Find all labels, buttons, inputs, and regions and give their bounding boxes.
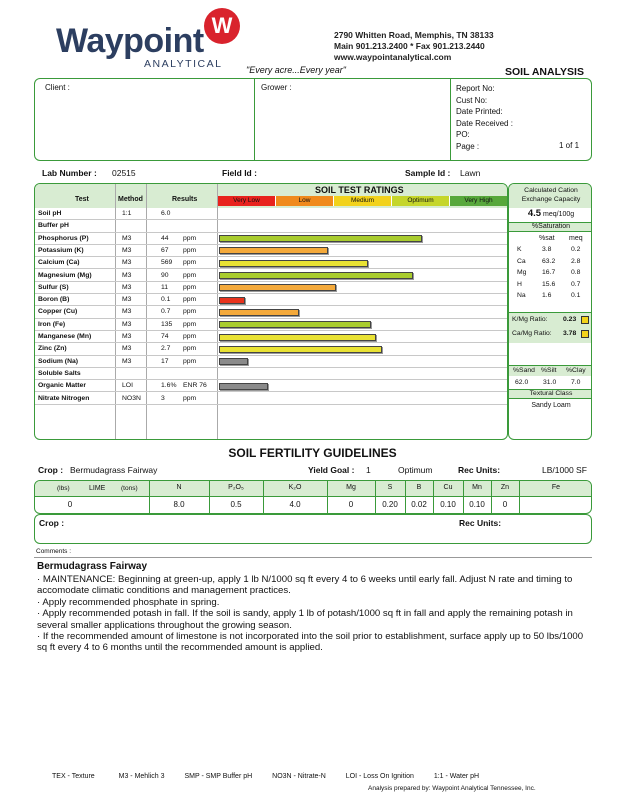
col-meq: meq (569, 235, 583, 242)
cec-unit: meq/100g (543, 211, 575, 218)
saturation-row (509, 292, 592, 303)
result-row (35, 393, 508, 405)
test-unit: ppm (183, 333, 197, 340)
test-method: M3 (122, 357, 132, 365)
saturation-ion: Mg (517, 269, 527, 277)
test-method: M3 (122, 246, 132, 254)
cec-panel (508, 183, 592, 440)
rating-level: Medium (334, 196, 392, 206)
test-name: Nitrate Nitrogen (38, 394, 90, 402)
lab-number: 02515 (112, 168, 136, 178)
test-value: 3 (161, 394, 165, 402)
date-received-label: Date Received : (456, 118, 513, 128)
nutrient-value: 0 (67, 500, 73, 509)
nutrient-header: P₂O₅ (228, 484, 244, 491)
saturation-ion: H (517, 280, 522, 288)
nutrient-value: 0.10 (469, 500, 485, 509)
crop-name: Bermudagrass Fairway (70, 465, 158, 475)
rec-units2-label: Rec Units: (459, 518, 502, 528)
test-name: Potassium (K) (38, 246, 84, 254)
test-method: M3 (122, 296, 132, 304)
test-method: M3 (122, 259, 132, 267)
nutrient-header: Fe (551, 484, 561, 491)
nutrient-header: Zn (500, 484, 510, 491)
nutrient-header: K₂O (288, 484, 302, 491)
cam-ratio-label: Ca/Mg Ratio: (512, 330, 552, 337)
guidelines-title: SOIL FERTILITY GUIDELINES (228, 446, 397, 460)
cam-ratio-value: 3.78 (563, 330, 577, 337)
cust-no-label: Cust No: (456, 95, 488, 105)
comments-label: Comments : (36, 548, 72, 555)
crop-label: Crop : (38, 465, 64, 475)
texture-label: Textural Class (509, 389, 592, 399)
clay-label: %Clay (566, 367, 586, 374)
prepared-by: Analysis prepared by: Waypoint Analytical Tennessee, Inc. (368, 785, 536, 792)
saturation-row (509, 258, 592, 269)
test-unit: ppm (183, 271, 197, 279)
rating-bar (219, 284, 336, 291)
km-ratio-label: K/Mg Ratio: (512, 316, 548, 323)
result-row (35, 306, 508, 318)
result-row (35, 245, 508, 257)
rating-bar (219, 358, 248, 365)
date-printed-label: Date Printed: (456, 107, 503, 117)
saturation-sat: 1.6 (542, 292, 552, 300)
saturation-ion: K (517, 246, 522, 253)
test-name: Magnesium (Mg) (38, 271, 92, 279)
comment-paragraph: · Apply recommended potash in fall. If the soil is sandy, apply 1 lb of potash/1000 sq ft in fall and apply the remaining potash in several smaller applications throughout the growing season. (37, 608, 573, 631)
rating-level: Very Low (218, 196, 276, 206)
test-name: Organic Matter (38, 382, 86, 390)
nutrient-value: 0 (348, 500, 354, 509)
test-name: Calcium (Ca) (38, 259, 80, 267)
test-unit: ppm (183, 357, 197, 365)
test-method: M3 (122, 283, 132, 291)
result-row (35, 208, 508, 220)
result-row (35, 257, 508, 269)
result-row (35, 220, 508, 232)
test-unit: ppm (183, 345, 197, 353)
test-value: 17 (161, 357, 169, 365)
yield-unit: Optimum (398, 465, 433, 475)
silt-value: 31.0 (543, 379, 557, 386)
tagline: "Every acre...Every year" (246, 65, 346, 75)
nutrient-header: N (176, 484, 182, 491)
rating-bar (219, 334, 376, 341)
rating-bar (219, 309, 299, 316)
company-address (334, 30, 494, 63)
comments-heading: Bermudagrass Fairway (37, 561, 148, 572)
test-method: M3 (122, 234, 132, 242)
legend-item: SMP - SMP Buffer pH (184, 773, 253, 780)
nutrient-header: Mn (472, 484, 482, 491)
nutrient-header: Cu (443, 484, 453, 491)
test-unit: ppm (183, 394, 197, 402)
result-row (35, 368, 508, 380)
test-name: Manganese (Mn) (38, 333, 92, 340)
test-name: Sodium (Na) (38, 357, 79, 365)
test-value: 0.7 (161, 308, 171, 316)
sample-id: Lawn (460, 168, 481, 178)
texture-value: Sandy Loam (531, 402, 571, 409)
test-unit: ppm (183, 308, 197, 316)
saturation-row (509, 269, 592, 280)
test-unit: ENR 76 (183, 382, 207, 390)
saturation-sat: 15.6 (542, 280, 556, 288)
lime-label: LIME (89, 485, 106, 492)
comment-paragraph: · If the recommended amount of limestone is not incorporated into the soil prior to establishment, surface apply up to 50 lbs/1000 sq ft every 4 to 6 months until the recommended amount is applied. (37, 631, 584, 654)
fertility-recommendations (34, 480, 592, 514)
nutrient-value: 8.0 (173, 500, 185, 509)
company-logo (56, 13, 246, 72)
test-name: Boron (B) (38, 296, 70, 304)
col-sat: %sat (539, 235, 555, 242)
soil-test-results (34, 183, 508, 440)
nutrient-header: B (416, 484, 422, 491)
result-row (35, 343, 508, 355)
saturation-meq: 0.2 (571, 246, 581, 253)
test-unit: ppm (183, 283, 197, 291)
saturation-row (509, 246, 592, 257)
nutrient-value: 0.5 (230, 500, 242, 509)
crop2-label: Crop : (39, 518, 65, 528)
yield-label: Yield Goal : (308, 465, 355, 475)
test-name: Zinc (Zn) (38, 345, 67, 353)
nutrient-value: 0.20 (382, 500, 398, 509)
saturation-meq: 0.7 (571, 280, 581, 288)
second-crop-box (34, 514, 592, 544)
col-test-header: Test (75, 196, 89, 203)
saturation-ion: Na (517, 292, 526, 300)
test-name: Copper (Cu) (38, 308, 78, 316)
nutrient-value: 4.0 (289, 500, 301, 509)
sand-label: %Sand (513, 367, 535, 374)
silt-label: %Silt (541, 367, 557, 374)
test-method: M3 (122, 345, 132, 353)
logo-subtitle: ANALYTICAL (144, 58, 223, 70)
rec-units: LB/1000 SF (542, 465, 587, 475)
report-fields (456, 83, 513, 153)
test-value: 74 (161, 333, 169, 340)
saturation-sat: 16.7 (542, 269, 556, 277)
legend-item: M3 - Mehlich 3 (118, 773, 165, 780)
clay-value: 7.0 (571, 379, 581, 386)
yield-value: 1 (366, 465, 371, 475)
test-unit: ppm (183, 259, 197, 267)
result-row (35, 233, 508, 245)
saturation-meq: 0.1 (571, 292, 581, 300)
result-row (35, 319, 508, 331)
page-value: 1 of 1 (559, 141, 580, 150)
test-method: M3 (122, 271, 132, 279)
result-row (35, 270, 508, 282)
result-row (35, 282, 508, 294)
client-label: Client : (45, 83, 70, 92)
logo-mark-letter: W (211, 13, 233, 38)
saturation-row (509, 281, 592, 292)
test-value: 135 (161, 320, 173, 328)
test-name: Sulfur (S) (38, 283, 69, 291)
test-method: M3 (122, 320, 132, 328)
nutrient-header: Mg (346, 484, 356, 491)
website-line: www.waypointanalytical.com (334, 52, 452, 62)
test-unit: ppm (183, 234, 197, 242)
test-method: M3 (122, 308, 132, 316)
field-id-label: Field Id : (222, 168, 257, 178)
result-row (35, 356, 508, 368)
crop-line (38, 465, 594, 477)
saturation-title: %Saturation (509, 222, 592, 232)
lab-number-label: Lab Number : (42, 168, 97, 178)
km-ratio-swatch (581, 316, 589, 324)
test-value: 1.6% (161, 382, 177, 390)
nutrient-value: 0.02 (411, 500, 427, 509)
legend-item: NO3N - Nitrate-N (272, 773, 326, 780)
km-ratio-value: 0.23 (563, 316, 577, 323)
saturation-sat: 3.8 (542, 246, 552, 253)
result-row (35, 380, 508, 392)
test-unit: ppm (183, 246, 197, 254)
rating-level: Very High (450, 196, 508, 206)
nutrient-value: 0 (502, 500, 508, 509)
sample-id-label: Sample Id : (405, 168, 451, 178)
col-method-header: Method (118, 196, 143, 203)
saturation-meq: 2.8 (571, 257, 581, 265)
phone-line: Main 901.213.2400 * Fax 901.213.2440 (334, 41, 485, 51)
test-unit: ppm (183, 320, 197, 328)
logo-mark-icon (204, 8, 240, 44)
client-info-box (34, 78, 592, 161)
sand-value: 62.0 (515, 379, 529, 386)
test-value: 11 (161, 283, 169, 291)
comment-paragraph: · MAINTENANCE: Beginning at green-up, apply 1 lb N/1000 sq ft every 4 to 6 weeks until early fall. Adjust N rate and timing to accomodate climatic conditions and management practices. (37, 574, 573, 597)
rating-bar (219, 346, 382, 353)
rating-bar (219, 247, 328, 254)
report-no-label: Report No: (456, 84, 495, 93)
rec-units-label: Rec Units: (458, 465, 501, 475)
test-value: 0.1 (161, 296, 171, 304)
rating-scale (218, 196, 508, 206)
test-name: Buffer pH (38, 222, 69, 230)
test-unit: ppm (183, 296, 197, 304)
comments-body (37, 561, 593, 654)
col-results-header: Results (172, 196, 198, 203)
test-value: 6.0 (161, 210, 171, 217)
logo-name: Waypoint (56, 22, 204, 60)
po-label: PO: (456, 130, 470, 140)
comment-paragraph: · Apply recommended phosphate in spring. (37, 596, 220, 608)
legend-item: 1:1 - Water pH (433, 773, 480, 780)
test-name: Soluble Salts (38, 369, 81, 377)
lime-lbs-label: (lbs) (57, 485, 70, 492)
rating-bar (219, 272, 413, 279)
rating-bar (219, 383, 268, 390)
nutrient-value: 0.10 (440, 500, 456, 509)
test-value: 67 (161, 246, 169, 254)
test-method: NO3N (122, 394, 141, 402)
legend-item: LOI - Loss On Ignition (345, 773, 414, 780)
legend-item: TEX - Texture (52, 773, 95, 780)
saturation-meq: 0.8 (571, 269, 581, 277)
test-value: 90 (161, 271, 169, 279)
test-method: M3 (122, 333, 132, 340)
rating-bar (219, 260, 368, 267)
test-name: Phosphorus (P) (38, 234, 89, 242)
lime-tons-label: (tons) (121, 485, 138, 492)
rating-bar (219, 235, 422, 242)
rating-level: Low (276, 196, 334, 206)
fertility-grid (35, 481, 592, 514)
ratings-title: SOIL TEST RATINGS (315, 185, 404, 195)
page-label: Page : (456, 141, 480, 151)
result-row (35, 331, 508, 343)
test-method: 1:1 (122, 210, 132, 217)
test-name: Soil pH (38, 210, 62, 217)
grower-label: Grower : (261, 83, 292, 92)
cec-value: 4.5 (527, 208, 542, 219)
test-name: Iron (Fe) (38, 320, 66, 328)
test-method: LOI (122, 382, 133, 390)
abbreviation-legend (52, 773, 479, 780)
report-title: SOIL ANALYSIS (505, 66, 584, 78)
saturation-sat: 63.2 (542, 257, 556, 265)
rating-bar (219, 297, 245, 304)
result-row (35, 294, 508, 306)
test-value: 44 (161, 234, 169, 242)
test-value: 569 (161, 259, 173, 267)
nutrient-header: S (387, 484, 393, 491)
test-value: 2.7 (161, 345, 171, 353)
cec-title: Calculated Cation Exchange Capacity (521, 187, 581, 203)
address-line: 2790 Whitten Road, Memphis, TN 38133 (334, 30, 494, 40)
rating-bar (219, 321, 371, 328)
saturation-ion: Ca (517, 257, 526, 265)
cam-ratio-swatch (581, 330, 589, 338)
rating-level: Optimum (392, 196, 450, 206)
